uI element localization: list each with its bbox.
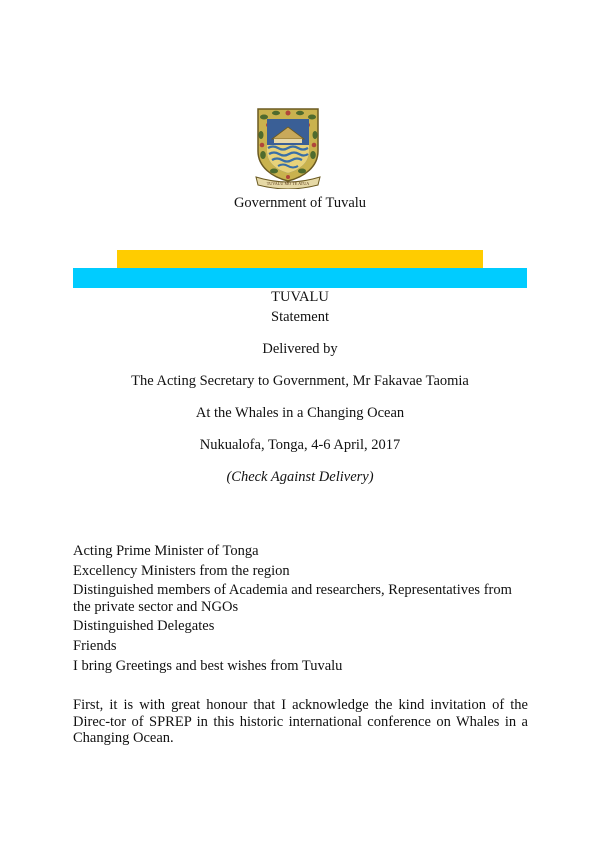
document-type: Statement	[271, 309, 329, 325]
government-heading: Government of Tuvalu	[233, 195, 367, 211]
salutation-list	[73, 543, 528, 654]
greeting-paragraph: I bring Greetings and best wishes from Tuvalu	[73, 658, 343, 674]
speaker-line: The Acting Secretary to Government, Mr Fakavae Taomia	[131, 373, 469, 389]
tuvalu-coat-of-arms-icon	[252, 107, 324, 189]
emblem-motto: TUVALU MO TE ATUA	[266, 181, 310, 186]
salutation-item: Friends	[73, 637, 117, 654]
salutation-item: Acting Prime Minister of Tonga	[73, 543, 259, 559]
flag-bar-blue	[73, 268, 527, 288]
place-date-line: Nukualofa, Tonga, 4-6 April, 2017	[199, 437, 401, 453]
opening-paragraph: First, it is with great honour that I acknowledge the kind invitation of the Direc-tor of SPREP in this historic international conference on Whales in a Changing Ocean.	[73, 697, 528, 746]
event-line: At the Whales in a Changing Ocean	[195, 405, 405, 421]
salutation-item: Distinguished Delegates	[73, 618, 215, 634]
country-title: TUVALU	[271, 289, 329, 305]
salutation-item: Distinguished members of Academia and researchers, Representatives from the private sector and NGOs	[73, 582, 512, 615]
flag-bar-yellow	[117, 250, 483, 268]
check-against-delivery-note: (Check Against Delivery)	[226, 469, 374, 485]
delivered-by-label: Delivered by	[262, 341, 338, 357]
salutation-item: Excellency Ministers from the region	[73, 562, 290, 579]
